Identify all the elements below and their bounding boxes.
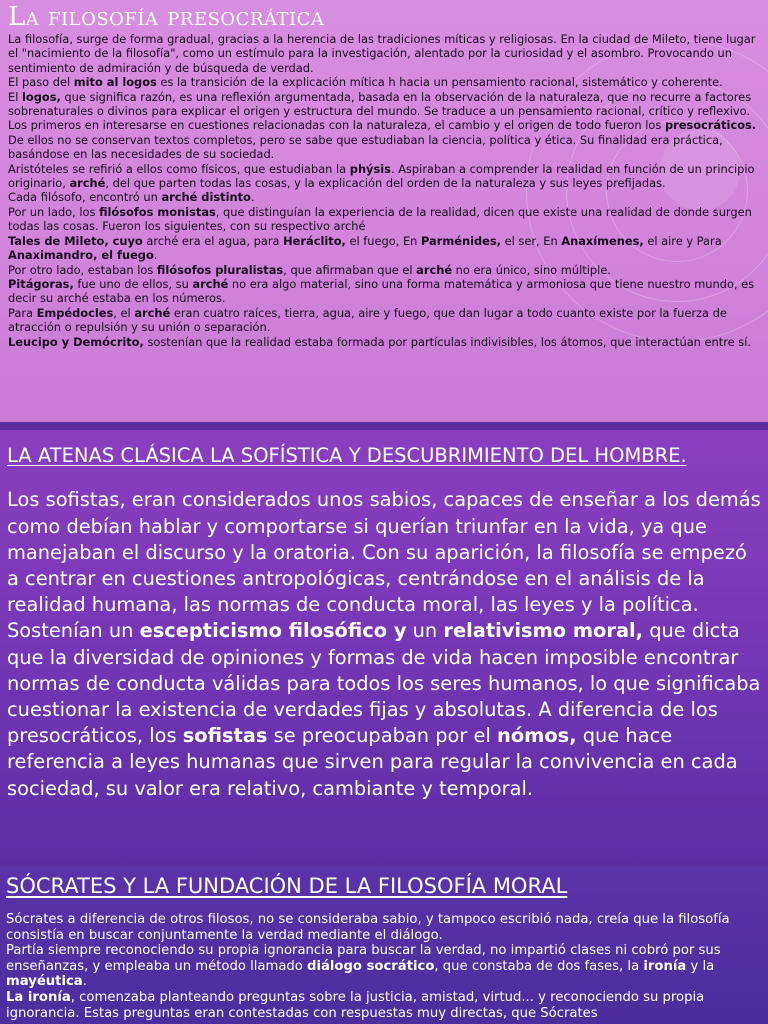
text-run: Partía siempre reconociendo su propia ignorancia para buscar la verdad, no impartió clases ni cobró por sus enseñanzas, y empleaba un método llamado: [6, 943, 721, 974]
socrates-section: [0, 866, 768, 1024]
text-run: un: [406, 619, 444, 643]
text-run: .: [82, 974, 87, 990]
text-run: fue uno de ellos, su: [73, 276, 193, 291]
paragraph: [8, 263, 762, 277]
bold-term: Tales de Mileto, cuyo: [8, 233, 143, 248]
text-run: es la transición de la explicación mítica h hacia un pensamiento racional, sistemático y coherente.: [156, 75, 723, 90]
text-run: el ser, En: [500, 233, 562, 248]
paragraph: [6, 943, 760, 990]
bold-term: sofistas: [182, 724, 268, 748]
text-run: El paso del: [8, 75, 74, 90]
text-run: el fuego, En: [345, 233, 422, 248]
paragraph: [6, 990, 760, 1021]
bold-term: filósofos monistas: [99, 204, 216, 219]
paragraph: [7, 487, 762, 801]
section-title-sophists: LA ATENAS CLÁSICA LA SOFÍSTICA Y DESCUBRIMIENTO DEL HOMBRE.: [7, 444, 687, 467]
bold-term: Empédocles: [36, 305, 114, 320]
section-title-socrates: SÓCRATES Y LA FUNDACIÓN DE LA FILOSOFÍA MORAL: [6, 874, 568, 898]
text-run: no era único, sino múltiple.: [452, 262, 611, 277]
text-run: Sócrates a diferencia de otros filosos, no se consideraba sabio, y tampoco escribió nada, creía que la filosofía consistía en buscar conjuntamente la verdad mediante el diálogo.: [6, 912, 730, 943]
text-run: .: [250, 190, 255, 205]
text-run: . Aspiraban a comprender la realidad en función de un principio originario,: [8, 161, 755, 191]
text-run: Para: [8, 305, 37, 320]
bold-term: La ironía: [6, 989, 71, 1005]
text-run: , comenzaba planteando preguntas sobre la justicia, amistad, virtud... y reconociendo su propia ignorancia. Estas preguntas eran contestadas con respuestas muy directas, que Sócrates: [6, 989, 705, 1021]
presocratic-section: [0, 0, 768, 422]
paragraph: [8, 75, 762, 89]
paragraph: [8, 277, 762, 306]
text-run: el aire y Para: [643, 233, 722, 248]
bold-term: arché distinto: [161, 190, 251, 205]
text-run: , que afirmaban que el: [283, 262, 417, 277]
bold-term: filósofos pluralistas: [156, 262, 284, 277]
text-run: , del que parten todas las cosas, y la explicación del orden de la naturaleza y sus leyes prefijadas.: [105, 176, 666, 191]
text-run: Los primeros en interesarse en cuestiones relacionadas con la naturaleza, el cambio y el origen de todo fueron los: [8, 118, 665, 133]
text-run: .: [153, 248, 158, 263]
text-run: se preocupaban por el: [267, 724, 498, 748]
text-run: De ellos no se conservan textos completos, pero se sabe que estudiaban la ciencia, política y ética. Su finalidad era práctica, basándose en las necesidades de su sociedad.: [8, 132, 723, 162]
bold-term: logos,: [21, 89, 61, 104]
bold-term: nómos,: [497, 724, 577, 748]
paragraph: [8, 118, 762, 161]
bold-term: Leucipo y Demócrito,: [8, 334, 144, 349]
bold-term: phýsis: [349, 161, 391, 176]
bold-term: ironía: [643, 958, 687, 974]
paragraph: [8, 190, 762, 204]
text-run: Cada filósofo, encontró un: [8, 190, 162, 205]
text-run: El: [8, 89, 22, 104]
text-run: Por un lado, los: [8, 204, 100, 219]
paragraph: [6, 912, 760, 943]
text-run: arché era el agua, para: [142, 233, 284, 248]
bold-term: Heráclito,: [283, 233, 346, 248]
text-run: que significa razón, es una reflexión argumentada, basada en la observación de la naturaleza, que no recurre a factores sobrenaturales o divinos para explicar el origen y estructura del mundo. Se traduce a un pensamiento racional, crítico y reflexivo.: [8, 89, 752, 119]
bold-term: relativismo moral,: [443, 619, 644, 643]
section-body-presocratic: [8, 32, 768, 349]
text-run: que dicta que la diversidad de opiniones y formas de vida hacen imposible encontrar normas de conducta válidas para todos los seres humanos, lo que significaba cuestionar la existencia de verdades fijas y absolutas. A diferencia de los presocráticos, los: [7, 619, 761, 748]
text-run: no era algo material, sino una forma matemática y armoniosa que tiene nuestro mundo, es decir su arché estaba en los números.: [8, 276, 755, 306]
paragraph: [8, 335, 762, 349]
bold-term: arché: [192, 276, 229, 291]
bold-term: arché: [134, 305, 171, 320]
paragraph: [8, 90, 762, 119]
text-run: eran cuatro raíces, tierra, agua, aire y fuego, que dan lugar a todo cuanto existe por la fuerza de atracción o repulsión y su unión o separación.: [8, 305, 727, 335]
paragraph: [8, 32, 762, 75]
paragraph: [8, 162, 762, 191]
text-run: Por otro lado, estaban los: [8, 262, 157, 277]
paragraph: [8, 234, 762, 263]
bold-term: mayéutica: [6, 974, 83, 990]
text-run: , que distinguían la experiencia de la realidad, dicen que existe una realidad de donde surgen todas las cosas. Fueron los siguientes, con su respectivo arché: [8, 204, 752, 234]
text-run: sostenían que la realidad estaba formada por partículas indivisibles, los átomos, que interactúan entre sí.: [143, 334, 751, 349]
text-run: Aristóteles se refirió a ellos como físicos, que estudiaban la: [8, 161, 350, 176]
bold-term: escepticismo filosófico y: [139, 619, 407, 643]
text-run: , el: [113, 305, 135, 320]
bold-term: Pitágoras,: [8, 276, 74, 291]
paragraph: [8, 205, 762, 234]
section-title-presocratic: La filosofía presocrática: [8, 2, 325, 32]
text-run: y la: [686, 958, 715, 974]
bold-term: diálogo socrático: [307, 958, 435, 974]
section-body-sophists: [7, 487, 762, 801]
bold-term: presocráticos.: [664, 118, 757, 133]
text-run: , que constaba de dos fases, la: [434, 958, 644, 974]
text-run: La filosofía, surge de forma gradual, gracias a la herencia de las tradiciones míticas y religiosas. En la ciudad de Mileto, tiene lugar el "nacimiento de la filosofía", como un estímulo para la investigación, alentado por la curiosidad y el asombro. Provocando un sentimiento de admiración y de búsqueda de verdad.: [8, 32, 756, 75]
paragraph: [8, 306, 762, 335]
bold-term: Parménides,: [421, 233, 501, 248]
text-run: que hace referencia a leyes humanas que sirven para regular la convivencia en cada sociedad, su valor era relativo, cambiante y temporal.: [7, 724, 738, 800]
sophists-section: [0, 430, 768, 864]
bold-term: mito al logos: [73, 75, 157, 90]
bold-term: arché: [416, 262, 453, 277]
text-run: Los sofistas, eran considerados unos sabios, capaces de enseñar a los demás como debían hablar y comportarse si querían triunfar en la vida, ya que manejaban el discurso y la oratoria. Con su aparición, la filosofía se empezó a centrar en cuestiones antropológicas, centrándose en el análisis de la realidad humana, las normas de conducta moral, las leyes y la política. Sostenían un: [7, 488, 761, 643]
section-body-socrates: [6, 912, 760, 1021]
bold-term: Anaximandro, el fuego: [8, 248, 154, 263]
bold-term: arché: [69, 176, 106, 191]
bold-term: Anaxímenes,: [561, 233, 644, 248]
